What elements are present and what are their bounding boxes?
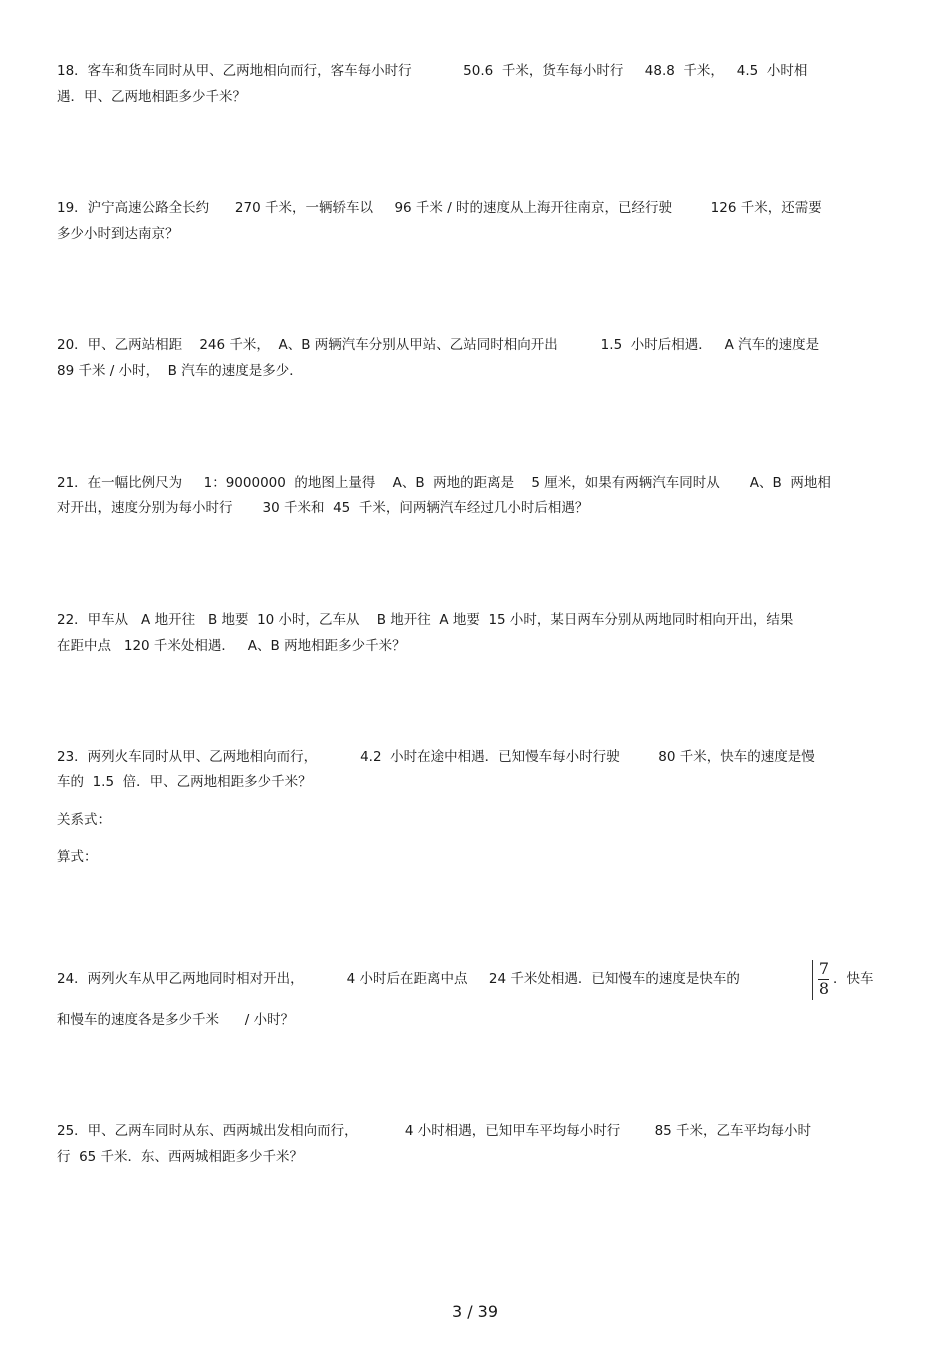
problem-text-line: 22．甲车从 A 地开往 B 地要 10 小时，乙车从 B 地开往 A 地要 15 小时，某日两车分别从两地同时相向开出，结果 [57,612,794,628]
problem-text-line: 在距中点 120 千米处相遇． A、B 两地相距多少千米？ [57,638,406,654]
problem-text-after-fraction: ．快车 [833,971,874,987]
page-number: 3 / 39 [451,1302,499,1321]
formula-label: 算式： [57,849,98,865]
problem-text-line: 行 65 千米．东、西两城相距多少千米？ [57,1149,304,1165]
problem-text-line: 23．两列火车同时从甲、乙两地相向而行， 4.2 小时在途中相遇．已知慢车每小时行驶 80 千米，快车的速度是慢 [57,749,815,765]
problem-text-line: 18．客车和货车同时从甲、乙两地相向而行，客车每小时行 50.6 千米，货车每小时行 48.8 千米， 4.5 小时相 [57,63,808,79]
problem-text-line: 遇．甲、乙两地相距多少千米？ [57,89,246,105]
problem-text-line: 89 千米 / 小时， B 汽车的速度是多少． [57,363,303,379]
problem-text-line: 20．甲、乙两站相距 246 千米， A、B 两辆汽车分别从甲站、乙站同时相向开出 1.5 小时后相遇． A 汽车的速度是 [57,337,820,353]
relation-label: 关系式： [57,812,111,828]
problem-text-line: 25．甲、乙两车同时从东、西两城出发相向而行， 4 小时相遇，已知甲车平均每小时行 85 千米，乙车平均每小时 [57,1123,812,1139]
problem-text-line: 多少小时到达南京？ [57,226,179,242]
problem-text-line: 19．沪宁高速公路全长约 270 千米，一辆轿车以 96 千米 / 时的速度从上海开往南京，已经行驶 126 千米，还需要 [57,200,822,216]
fraction [812,960,831,1000]
problem-text-line: 车的 1.5 倍．甲、乙两地相距多少千米？ [57,774,312,790]
problem-text-line: 对开出，速度分别为每小时行 30 千米和 45 千米，问两辆汽车经过几小时后相遇？ [57,500,589,516]
fraction-denominator: 8 [818,979,830,998]
problem-text-line: 24．两列火车从甲乙两地同时相对开出， 4 小时后在距离中点 24 千米处相遇．已知慢车的速度是快车的 [57,971,740,987]
fraction-numerator: 7 [818,959,830,978]
problem-text-line: 21．在一幅比例尺为 1：9000000 的地图上量得 A、B 两地的距离是 5 厘米，如果有两辆汽车同时从 A、B 两地相 [57,475,831,491]
problem-text-line: 和慢车的速度各是多少千米 / 小时？ [57,1012,295,1028]
